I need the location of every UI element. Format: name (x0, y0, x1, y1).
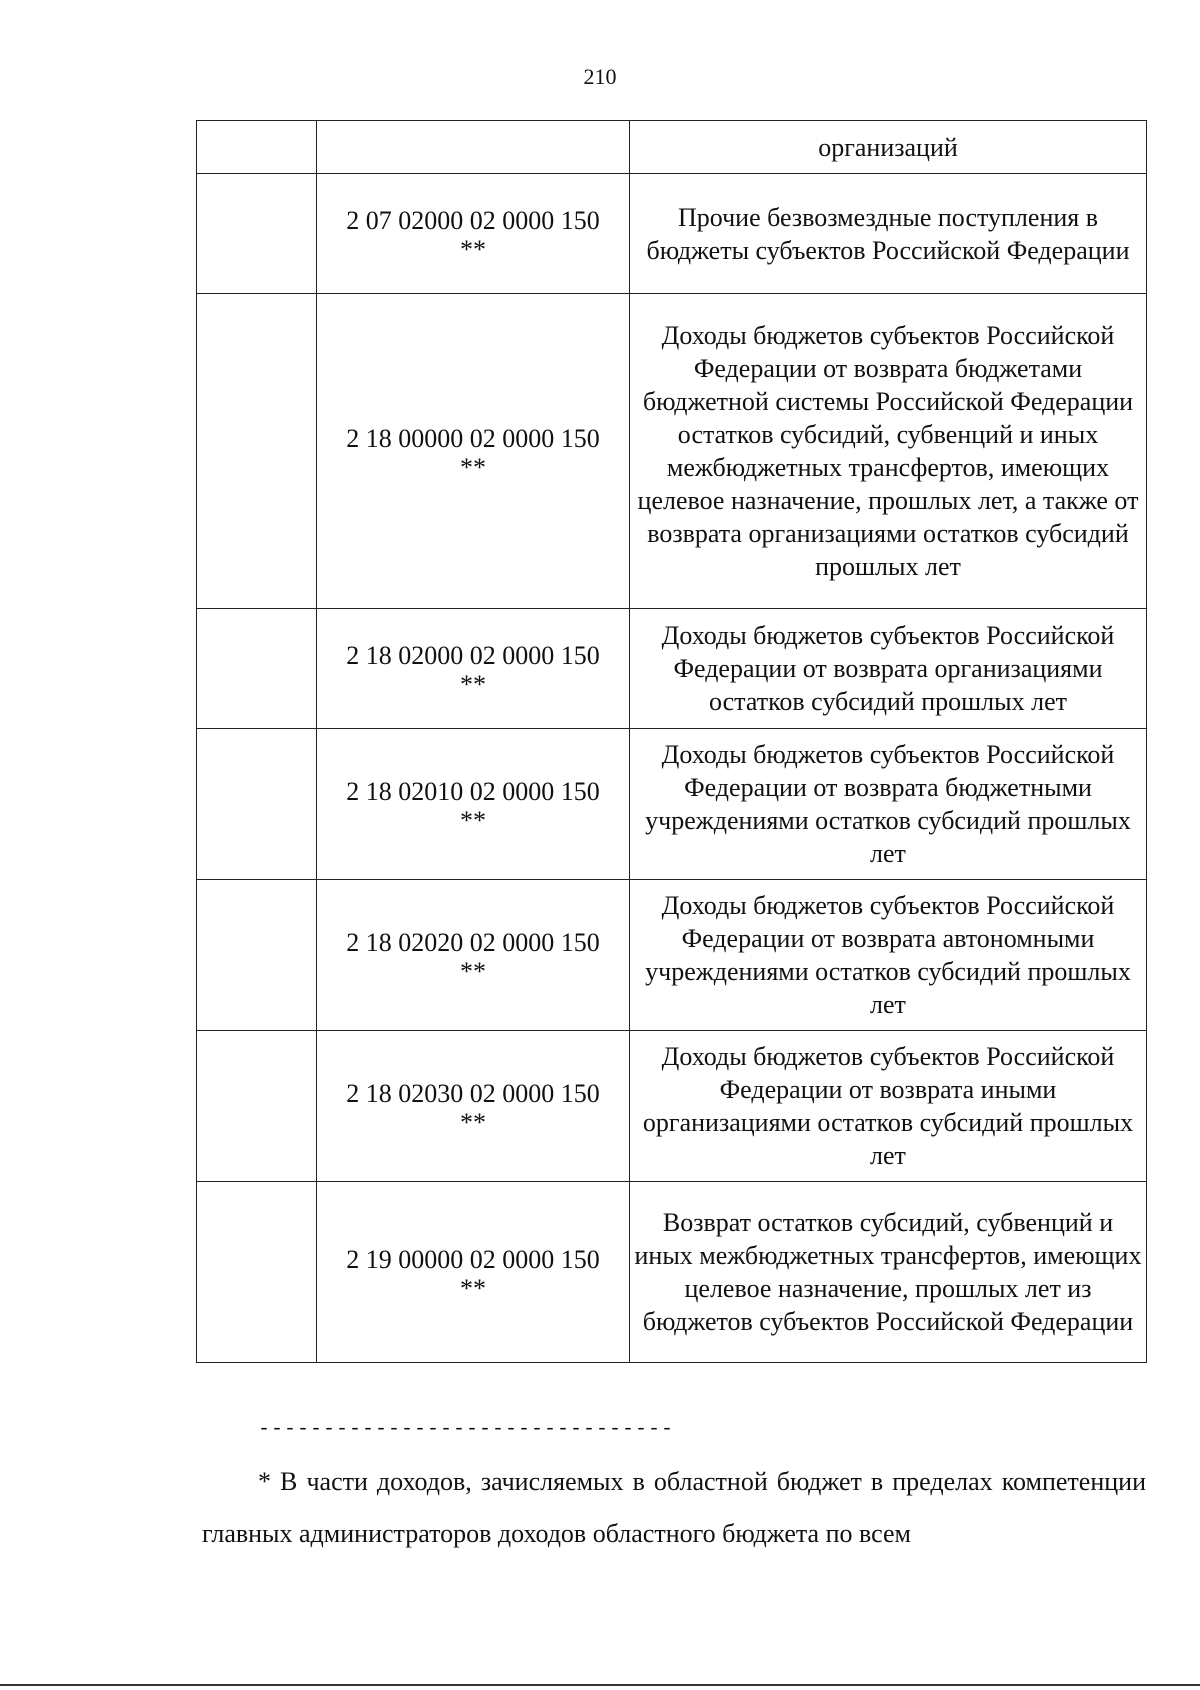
revenue-code: 2 18 02030 02 0000 150 (346, 1078, 600, 1108)
footnote-marker: ** (460, 235, 486, 264)
revenue-name-cell: организаций (630, 121, 1147, 174)
footnote-marker: ** (460, 452, 486, 482)
revenue-code-cell (317, 174, 630, 294)
admin-code-cell (197, 729, 317, 880)
revenue-codes-table (196, 120, 1147, 1363)
table-row (197, 729, 1147, 880)
footnote-marker: ** (460, 956, 486, 986)
admin-code-cell (197, 174, 317, 294)
revenue-name-cell: Доходы бюджетов субъектов Российской Федерации от возврата иными организациями остатков субсидий прошлых лет (630, 1031, 1147, 1182)
revenue-code: 2 18 02010 02 0000 150 (346, 776, 600, 806)
footnote-marker: ** (460, 805, 486, 835)
footnote-text: * В части доходов, зачисляемых в областной бюджет в пределах компетенции главных администраторов доходов областного бюджета по всем (202, 1467, 1146, 1548)
revenue-code: 2 18 02000 02 0000 150 (346, 641, 600, 670)
revenue-code: 2 18 02020 02 0000 150 (346, 927, 600, 957)
table-row (197, 121, 1147, 174)
page-bottom-border (0, 1684, 1200, 1686)
revenue-code-cell (317, 1031, 630, 1182)
revenue-name-cell: Доходы бюджетов субъектов Российской Федерации от возврата автономными учреждениями остатков субсидий прошлых лет (630, 880, 1147, 1031)
revenue-code: 2 07 02000 02 0000 150 (346, 206, 600, 235)
revenue-name-cell: Возврат остатков субсидий, субвенций и иных межбюджетных трансфертов, имеющих целевое назначение, прошлых лет из бюджетов субъектов Российской Федерации (630, 1182, 1147, 1363)
table-row (197, 294, 1147, 609)
table-row (197, 880, 1147, 1031)
admin-code-cell (197, 609, 317, 729)
revenue-code-cell (317, 1182, 630, 1363)
table-row (197, 1182, 1147, 1363)
table-row (197, 609, 1147, 729)
revenue-code: 2 19 00000 02 0000 150 (346, 1244, 600, 1274)
table-row (197, 1031, 1147, 1182)
footnote-marker: ** (460, 1273, 486, 1303)
admin-code-cell (197, 121, 317, 174)
admin-code-cell (197, 880, 317, 1031)
admin-code-cell (197, 294, 317, 609)
revenue-code-cell (317, 880, 630, 1031)
revenue-code-cell (317, 294, 630, 609)
revenue-code: 2 18 00000 02 0000 150 (346, 423, 600, 453)
revenue-code-cell (317, 609, 630, 729)
table-row (197, 174, 1147, 294)
revenue-name-cell: Прочие безвозмездные поступления в бюджеты субъектов Российской Федерации (630, 174, 1147, 294)
footnote-separator: -------------------------------- (258, 1418, 675, 1441)
revenue-code-cell (317, 121, 630, 174)
revenue-name-cell: Доходы бюджетов субъектов Российской Федерации от возврата бюджетными учреждениями остатков субсидий прошлых лет (630, 729, 1147, 880)
admin-code-cell (197, 1031, 317, 1182)
footnote-marker: ** (460, 1107, 486, 1137)
admin-code-cell (197, 1182, 317, 1363)
footnote-marker: ** (460, 670, 486, 699)
revenue-code-cell (317, 729, 630, 880)
page-number: 210 (583, 64, 617, 89)
revenue-name-cell: Доходы бюджетов субъектов Российской Федерации от возврата бюджетами бюджетной системы Российской Федерации остатков субсидий, субвенций и иных межбюджетных трансфертов, имеющих целевое назначение, прошлых лет, а также от возврата организациями остатков субсидий прошлых лет (630, 294, 1147, 609)
revenue-name-cell: Доходы бюджетов субъектов Российской Федерации от возврата организациями остатков субсидий прошлых лет (630, 609, 1147, 729)
